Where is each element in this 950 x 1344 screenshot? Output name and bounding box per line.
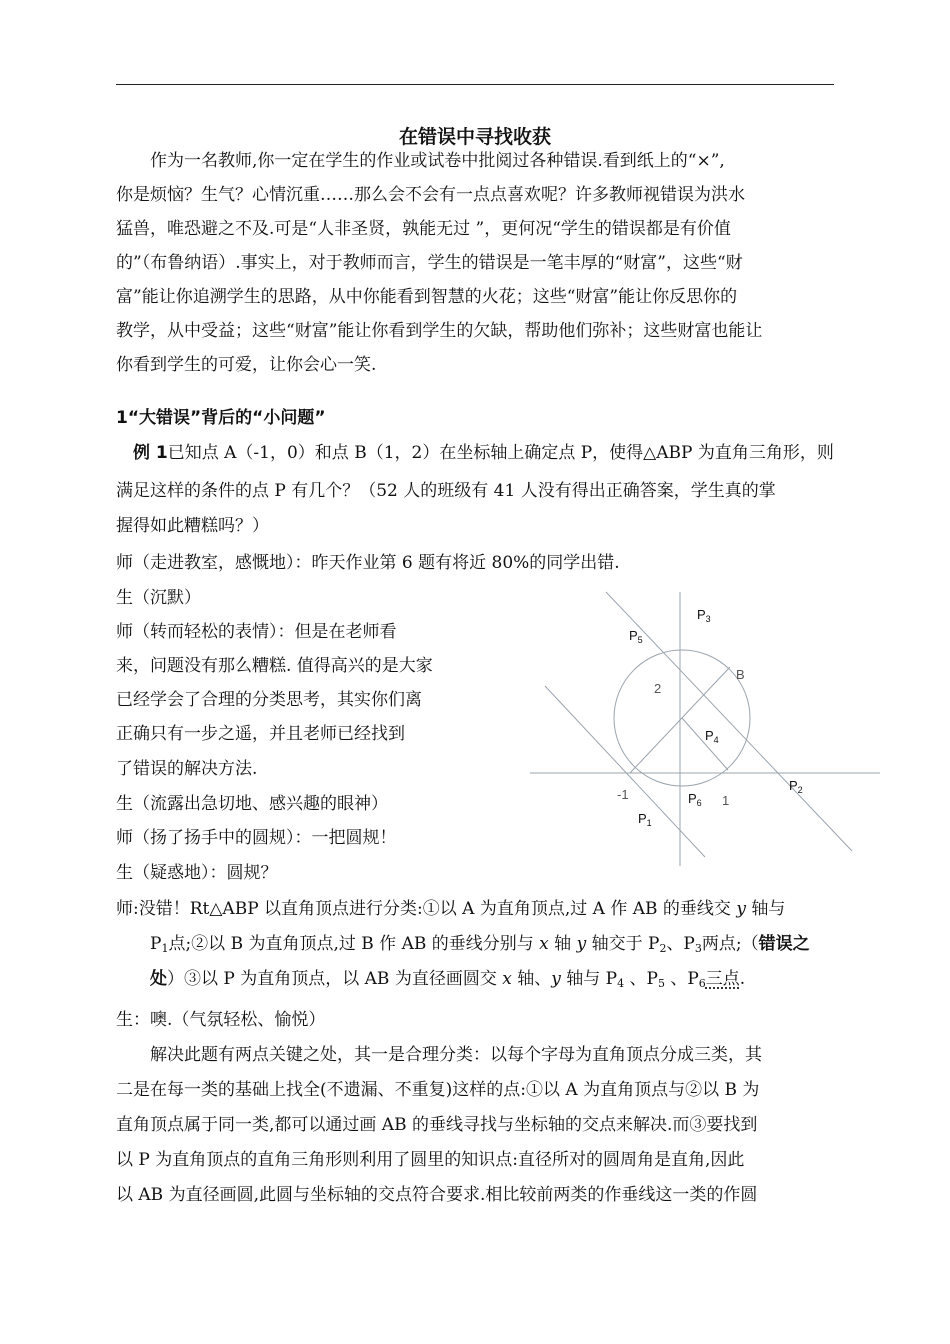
label-p1: $P_1$ bbox=[638, 811, 652, 828]
example-label: 例 1 bbox=[133, 443, 168, 463]
label-p5: $P_5$ bbox=[629, 628, 643, 645]
dialogue-line-7: 了错误的解决方法. bbox=[116, 759, 258, 779]
label-neg1: -1 bbox=[617, 787, 629, 802]
perpendicular-at-a bbox=[545, 686, 705, 857]
example-line-1: 例 1已知点 A（-1，0）和点 B（1，2）在坐标轴上确定点 P，使得△ABP 为直角三角形，则 bbox=[133, 443, 834, 463]
radius-line bbox=[682, 718, 728, 770]
dialogue-line-10: 生（疑惑地）：圆规？ bbox=[116, 863, 278, 883]
label-p4: $P_4$ bbox=[705, 728, 719, 745]
header-rule bbox=[116, 84, 834, 85]
intro-line-4: 的”（布鲁纳语）.事实上，对于教师而言，学生的错误是一笔丰厚的“财富”，这些“财 bbox=[116, 253, 743, 273]
intro-line-7: 你看到学生的可爱，让你会心一笑. bbox=[116, 355, 377, 375]
example-line-3: 握得如此糟糕吗？） bbox=[116, 516, 269, 536]
dialogue-line-9: 师（扬了扬手中的圆规）：一把圆规！ bbox=[116, 828, 397, 848]
analysis-line-2: 二是在每一类的基础上找全(不遗漏、不重复)这样的点:①以 A 为直角顶点与②以 B 为 bbox=[116, 1080, 760, 1100]
error-marker: 错误之 bbox=[758, 934, 810, 954]
intro-line-2: 你是烦恼？生气？心情沉重……那么会不会有一点点喜欢呢？许多教师视错误为洪水 bbox=[116, 185, 745, 205]
answer-line-3: 处）③以 P 为直角顶点，以 AB 为直径画圆交 x 轴、y 轴与 $P_4$ 、$P_5$ 、$P_6$三点. bbox=[150, 969, 746, 990]
student-reply: 生：噢.（气氛轻松、愉悦） bbox=[116, 1010, 326, 1030]
dialogue-line-1: 师（走进教室，感慨地）：昨天作业第 6 题有将近 80%的同学出错. bbox=[116, 553, 620, 573]
label-b: B bbox=[736, 667, 745, 682]
section-heading: 1“大错误”背后的“小问题” bbox=[116, 408, 326, 428]
intro-line-1: 作为一名教师,你一定在学生的作业或试卷中批阅过各种错误.看到纸上的“×”, bbox=[150, 151, 725, 171]
label-p6: $P_6$ bbox=[688, 791, 702, 808]
analysis-line-1: 解决此题有两点关键之处，其一是合理分类：以每个字母为直角顶点分成三类，其 bbox=[150, 1045, 762, 1065]
dialogue-line-8: 生（流露出急切地、感兴趣的眼神） bbox=[116, 794, 388, 814]
label-p2: $P_2$ bbox=[789, 778, 803, 795]
label-one: 1 bbox=[722, 793, 730, 808]
dialogue-line-4: 来，问题没有那么糟糕. 值得高兴的是大家 bbox=[116, 656, 433, 676]
answer-line-1: 师:没错！Rt△ABP 以直角顶点进行分类:①以 A 为直角顶点,过 A 作 AB 的垂线交 y 轴与 bbox=[116, 899, 786, 919]
geometry-figure bbox=[530, 590, 882, 876]
page-title: 在错误中寻找收获 bbox=[398, 126, 551, 148]
intro-line-3: 猛兽，唯恐避之不及.可是“人非圣贤，孰能无过 ”，更何况“学生的错误都是有价值 bbox=[116, 219, 731, 239]
intro-line-5: 富”能让你追溯学生的思路，从中你能看到智慧的火花；这些“财富”能让你反思你的 bbox=[116, 287, 738, 307]
dialogue-line-6: 正确只有一步之遥，并且老师已经找到 bbox=[116, 724, 405, 744]
dialogue-line-5: 已经学会了合理的分类思考，其实你们离 bbox=[116, 690, 422, 710]
intro-line-6: 教学，从中受益；这些“财富”能让你看到学生的欠缺，帮助他们弥补；这些财富也能让 bbox=[116, 321, 763, 341]
dialogue-line-2: 生（沉默） bbox=[116, 588, 201, 608]
analysis-line-3: 直角顶点属于同一类,都可以通过画 AB 的垂线寻找与坐标轴的交点来解决.而③要找到 bbox=[116, 1115, 758, 1135]
dialogue-line-3: 师（转而轻松的表情）：但是在老师看 bbox=[116, 622, 397, 642]
answer-line-2: $P_1$点;②以 B 为直角顶点,过 B 作 AB 的垂线分别与 x 轴 y 轴交于 $P_2$、$P_3$两点;（错误之 bbox=[150, 934, 810, 955]
three-points-emphasis: 三点 bbox=[705, 969, 740, 989]
analysis-line-4: 以 P 为直角顶点的直角三角形则利用了圆里的知识点:直径所对的圆周角是直角,因此 bbox=[116, 1150, 745, 1170]
example-line-2: 满足这样的条件的点 P 有几个？（52 人的班级有 41 人没有得出正确答案，学生真的掌 bbox=[116, 481, 776, 501]
label-p3: $P_3$ bbox=[697, 607, 711, 624]
analysis-line-5: 以 AB 为直径画圆,此圆与坐标轴的交点符合要求.相比较前两类的作垂线这一类的作圆 bbox=[116, 1185, 758, 1205]
label-two: 2 bbox=[654, 681, 662, 696]
